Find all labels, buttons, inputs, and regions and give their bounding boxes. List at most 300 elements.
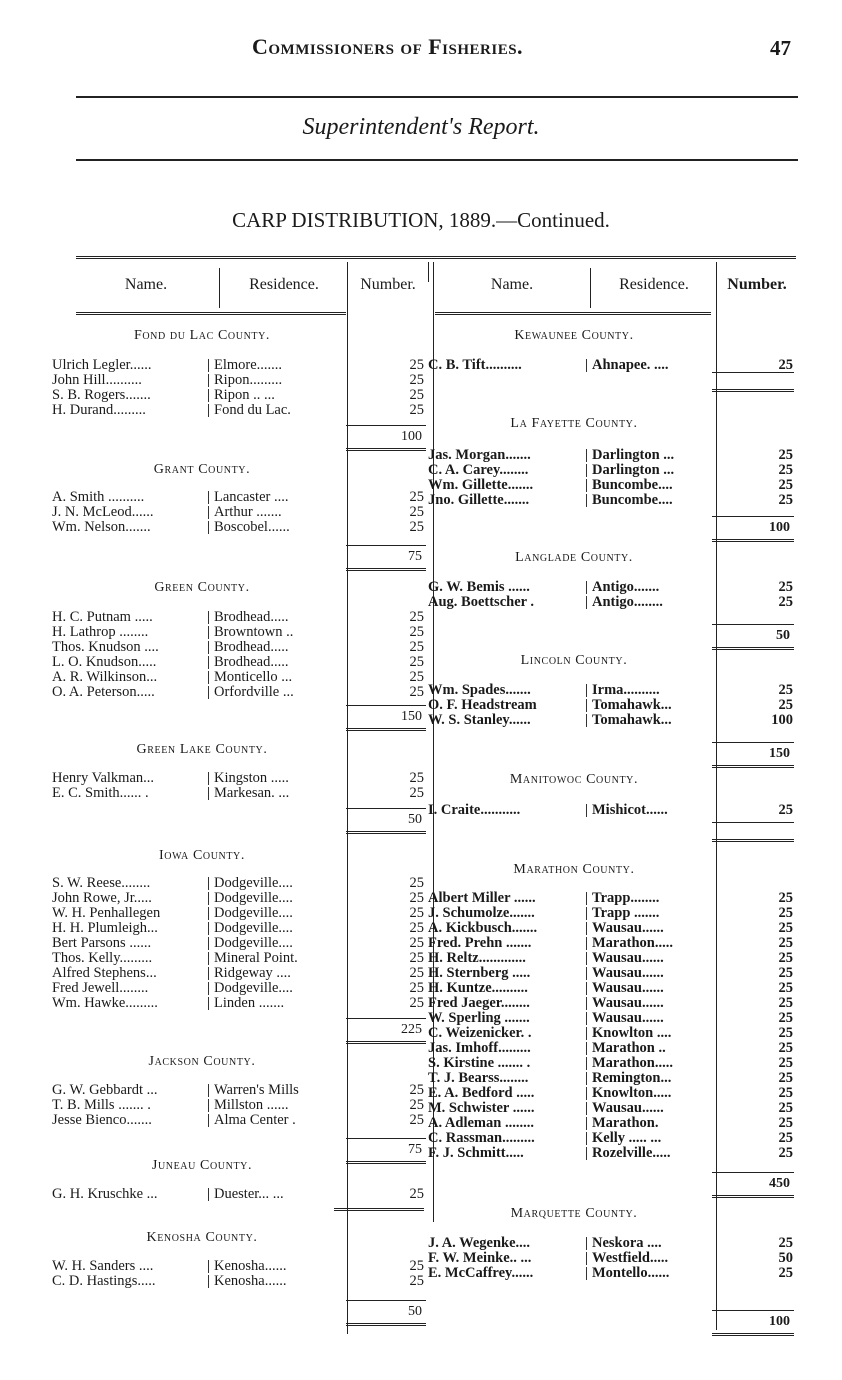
entry-name: John Rowe, Jr.....	[52, 890, 152, 906]
entry-residence: Browntown ..	[214, 624, 294, 640]
table-row	[52, 891, 434, 906]
entry-residence: Wausau......	[592, 1100, 664, 1116]
total-value: 75	[408, 1142, 422, 1157]
county-entries	[52, 1083, 434, 1128]
table-row	[52, 966, 434, 981]
column-separator	[586, 1267, 587, 1280]
table-row	[428, 1116, 803, 1131]
entry-residence: Marathon ..	[592, 1040, 666, 1056]
table-row	[428, 1251, 803, 1266]
column-separator	[208, 1114, 209, 1127]
column-separator	[208, 997, 209, 1010]
entry-residence: Kenosha......	[214, 1273, 287, 1289]
entry-residence: Orfordville ...	[214, 684, 294, 700]
total-double-rule	[712, 765, 794, 768]
table-row	[428, 448, 803, 463]
entry-name: W. H. Penhallegen	[52, 905, 161, 921]
table-row	[52, 1274, 434, 1289]
entry-residence: Buncombe....	[592, 492, 673, 508]
entry-residence: Antigo........	[592, 594, 663, 610]
county-heading: Kewaunee County.	[514, 328, 634, 343]
table-row	[428, 580, 803, 595]
column-separator	[208, 1260, 209, 1273]
left-header-rule	[76, 312, 346, 315]
entry-number: 25	[409, 504, 424, 520]
entry-number: 50	[778, 1250, 793, 1266]
entry-number: 25	[778, 980, 793, 996]
entry-number: 25	[778, 920, 793, 936]
total-rule	[346, 1018, 426, 1019]
entry-residence: Kenosha......	[214, 1258, 287, 1274]
entry-number: 25	[409, 965, 424, 981]
entry-number: 25	[409, 995, 424, 1011]
column-separator	[208, 787, 209, 800]
entry-residence: Wausau......	[592, 1010, 664, 1026]
header-rule	[76, 96, 798, 98]
right-residence-heading: Residence.	[619, 276, 689, 293]
column-separator	[586, 1237, 587, 1250]
entry-residence: Dodgeville....	[214, 905, 293, 921]
entry-residence: Dodgeville....	[214, 890, 293, 906]
column-separator	[208, 1188, 209, 1201]
county-entries	[52, 771, 434, 801]
total-double-rule	[712, 839, 794, 842]
column-separator	[208, 1275, 209, 1288]
county-entries	[52, 1187, 434, 1202]
total-double-rule	[346, 831, 426, 834]
table-row	[428, 698, 803, 713]
column-separator	[586, 464, 587, 477]
entry-name: H. C. Putnam .....	[52, 609, 153, 625]
table-row	[428, 921, 803, 936]
column-separator	[586, 479, 587, 492]
entry-name: G. W. Bemis ......	[428, 579, 530, 595]
entry-name: Ulrich Legler......	[52, 357, 152, 373]
entry-name: C. B. Tift..........	[428, 357, 522, 373]
total-double-rule	[334, 1208, 424, 1211]
column-separator	[208, 982, 209, 995]
right-name-heading: Name.	[490, 276, 534, 293]
table-row	[52, 771, 434, 786]
total-rule	[712, 624, 794, 625]
entry-name: Jas. Morgan.......	[428, 447, 531, 463]
column-separator	[586, 1117, 587, 1130]
total-double-rule	[346, 1041, 426, 1044]
county-entries	[428, 891, 803, 1161]
county-entries	[428, 358, 803, 373]
column-separator	[586, 922, 587, 935]
entry-residence: Brodhead.....	[214, 609, 289, 625]
right-number-heading: Number.	[727, 276, 787, 293]
entry-name: H. Reltz.............	[428, 950, 526, 966]
column-separator	[208, 686, 209, 699]
total-double-rule	[346, 728, 426, 731]
county-heading: Green Lake County.	[136, 742, 268, 757]
county-total	[712, 822, 794, 836]
entry-residence: Wausau......	[592, 980, 664, 996]
total-value: 50	[408, 812, 422, 827]
entry-number: 25	[778, 1235, 793, 1251]
entry-number: 25	[778, 1130, 793, 1146]
county-entries	[428, 1236, 803, 1281]
entry-name: Fred Jewell........	[52, 980, 149, 996]
report-subtitle: Superintendent's Report.	[302, 114, 540, 140]
column-separator	[586, 1072, 587, 1085]
column-separator	[586, 714, 587, 727]
entry-residence: Kingston .....	[214, 770, 289, 786]
entry-residence: Wausau......	[592, 920, 664, 936]
county-total	[346, 1300, 426, 1320]
table-row	[52, 981, 434, 996]
total-double-rule	[712, 1195, 794, 1198]
table-row	[428, 478, 803, 493]
entry-residence: Tomahawk...	[592, 712, 672, 728]
table-row	[428, 1071, 803, 1086]
table-row	[52, 520, 434, 535]
column-separator	[586, 1102, 587, 1115]
column-separator	[586, 937, 587, 950]
entry-number: 25	[409, 875, 424, 891]
entry-number: 25	[778, 1025, 793, 1041]
county-total	[346, 1018, 426, 1038]
entry-number: 25	[778, 950, 793, 966]
entry-name: Jas. Imhoff.........	[428, 1040, 531, 1056]
entry-number: 25	[409, 1112, 424, 1128]
entry-residence: Boscobel......	[214, 519, 290, 535]
entry-name: S. Kirstine ....... .	[428, 1055, 531, 1071]
entry-number: 25	[778, 1055, 793, 1071]
column-separator	[586, 1012, 587, 1025]
total-value: 450	[769, 1176, 790, 1191]
left-name-heading: Name.	[124, 276, 168, 293]
table-row	[428, 1236, 803, 1251]
entry-name: S. W. Reese........	[52, 875, 151, 891]
entry-number: 25	[778, 462, 793, 478]
left-number-heading: Number.	[360, 276, 416, 293]
table-row	[428, 906, 803, 921]
county-heading: La Fayette County.	[510, 416, 638, 431]
entry-name: C. A. Carey........	[428, 462, 529, 478]
column-separator	[586, 907, 587, 920]
entry-number: 25	[778, 890, 793, 906]
table-row	[52, 876, 434, 891]
column-separator	[208, 611, 209, 624]
county-entries	[428, 683, 803, 728]
county-heading: Jackson County.	[148, 1054, 256, 1069]
entry-number: 25	[778, 1115, 793, 1131]
county-entries	[52, 876, 434, 1011]
entry-residence: Rozelville.....	[592, 1145, 671, 1161]
entry-number: 25	[778, 1085, 793, 1101]
table-row	[52, 921, 434, 936]
subtitle-rule	[76, 159, 798, 161]
entry-name: E. McCaffrey......	[428, 1265, 534, 1281]
column-separator	[208, 892, 209, 905]
entry-number: 25	[409, 920, 424, 936]
total-value: 100	[769, 1314, 790, 1329]
entry-name: W. H. Sanders ....	[52, 1258, 154, 1274]
county-heading: Juneau County.	[151, 1158, 253, 1173]
total-value: 150	[401, 709, 422, 724]
entry-residence: Irma..........	[592, 682, 660, 698]
table-row	[428, 1011, 803, 1026]
column-separator	[586, 581, 587, 594]
table-row	[52, 1113, 434, 1128]
table-row	[52, 685, 434, 700]
county-total	[712, 742, 794, 762]
column-separator	[208, 641, 209, 654]
entry-number: 25	[409, 489, 424, 505]
entry-name: Albert Miller ......	[428, 890, 536, 906]
total-value: 100	[769, 520, 790, 535]
entry-number: 25	[778, 1070, 793, 1086]
table-row	[428, 595, 803, 610]
table-row	[52, 1083, 434, 1098]
column-separator	[586, 1057, 587, 1070]
entry-residence: Brodhead.....	[214, 639, 289, 655]
entry-name: F. W. Meinke.. ...	[428, 1250, 532, 1266]
table-row	[428, 1146, 803, 1161]
column-separator	[586, 1087, 587, 1100]
column-separator	[208, 772, 209, 785]
county-entries	[52, 1259, 434, 1289]
county-heading: Langlade County.	[515, 550, 633, 565]
table-row	[428, 803, 803, 818]
table-row	[428, 1026, 803, 1041]
total-rule	[346, 1300, 426, 1301]
column-separator	[586, 596, 587, 609]
table-row	[428, 981, 803, 996]
table-row	[428, 966, 803, 981]
column-divider	[428, 262, 429, 282]
entry-residence: Wausau......	[592, 965, 664, 981]
total-value: 100	[401, 429, 422, 444]
entry-name: E. A. Bedford .....	[428, 1085, 535, 1101]
entry-number: 25	[409, 357, 424, 373]
total-double-rule	[346, 568, 426, 571]
table-top-rule	[76, 256, 796, 259]
entry-number: 25	[778, 477, 793, 493]
entry-number: 25	[409, 684, 424, 700]
county-heading: Marathon County.	[513, 862, 635, 877]
column-separator	[208, 374, 209, 387]
county-entries	[52, 490, 434, 535]
entry-residence: Mishicot......	[592, 802, 668, 818]
entry-name: J. Schumolze.......	[428, 905, 535, 921]
total-rule	[346, 705, 426, 706]
county-heading: Iowa County.	[159, 848, 245, 863]
entry-number: 25	[778, 935, 793, 951]
entry-number: 25	[778, 492, 793, 508]
table-row	[428, 951, 803, 966]
total-value: 150	[769, 746, 790, 761]
table-row	[428, 1056, 803, 1071]
county-heading: Lincoln County.	[520, 653, 628, 668]
entry-number: 25	[409, 1082, 424, 1098]
table-row	[52, 1098, 434, 1113]
entry-name: C. Rassman.........	[428, 1130, 535, 1146]
table-row	[52, 640, 434, 655]
column-separator	[586, 804, 587, 817]
entry-number: 25	[409, 935, 424, 951]
entry-number: 25	[409, 950, 424, 966]
total-rule	[712, 516, 794, 517]
column-divider	[219, 268, 220, 308]
entry-residence: Lancaster ....	[214, 489, 289, 505]
entry-residence: Fond du Lac.	[214, 402, 291, 418]
entry-number: 25	[409, 905, 424, 921]
entry-name: A. Smith ..........	[52, 489, 145, 505]
column-separator	[586, 952, 587, 965]
table-row	[52, 505, 434, 520]
entry-number: 25	[778, 1100, 793, 1116]
entry-name: John Hill..........	[52, 372, 142, 388]
entry-residence: Tomahawk...	[592, 697, 672, 713]
column-separator	[208, 506, 209, 519]
county-total	[346, 1138, 426, 1158]
entry-number: 25	[778, 447, 793, 463]
entry-number: 25	[778, 697, 793, 713]
entry-number: 25	[409, 519, 424, 535]
entry-number: 25	[409, 1097, 424, 1113]
table-row	[428, 996, 803, 1011]
entry-number: 25	[409, 624, 424, 640]
column-separator	[586, 1027, 587, 1040]
entry-residence: Dodgeville....	[214, 935, 293, 951]
entry-name: Aug. Boettscher .	[428, 594, 535, 610]
column-separator	[586, 1252, 587, 1265]
entry-residence: Knowlton.....	[592, 1085, 672, 1101]
entry-number: 25	[778, 682, 793, 698]
entry-number: 25	[778, 1040, 793, 1056]
entry-name: H. Lathrop ........	[52, 624, 149, 640]
table-row	[52, 951, 434, 966]
column-separator	[208, 967, 209, 980]
entry-residence: Dodgeville....	[214, 980, 293, 996]
total-value: 225	[401, 1022, 422, 1037]
column-separator	[586, 997, 587, 1010]
entry-name: Fred Jaeger........	[428, 995, 530, 1011]
entry-residence: Alma Center .	[214, 1112, 296, 1128]
county-total	[346, 808, 426, 828]
entry-number: 25	[778, 1265, 793, 1281]
table-row	[52, 906, 434, 921]
entry-name: H. Sternberg .....	[428, 965, 531, 981]
entry-residence: Dodgeville....	[214, 920, 293, 936]
entry-name: A. Kickbusch.......	[428, 920, 538, 936]
county-entries	[428, 803, 803, 818]
entry-name: Thos. Knudson ....	[52, 639, 159, 655]
total-double-rule	[346, 1161, 426, 1164]
total-rule	[712, 822, 794, 823]
column-separator	[208, 1099, 209, 1112]
table-row	[52, 786, 434, 801]
column-separator	[208, 907, 209, 920]
entry-name: W. S. Stanley......	[428, 712, 531, 728]
table-row	[428, 1101, 803, 1116]
entry-number: 25	[409, 387, 424, 403]
county-entries	[428, 448, 803, 508]
entry-number: 25	[778, 1010, 793, 1026]
entry-name: Wm. Nelson.......	[52, 519, 151, 535]
entry-residence: Trapp........	[592, 890, 660, 906]
entry-residence: Westfield.....	[592, 1250, 669, 1266]
entry-number: 25	[409, 372, 424, 388]
entry-residence: Neskora ....	[592, 1235, 662, 1251]
entry-name: G. H. Kruschke ...	[52, 1186, 158, 1202]
table-row	[52, 625, 434, 640]
entry-residence: Marathon.	[592, 1115, 659, 1131]
entry-residence: Darlington ...	[592, 462, 675, 478]
entry-number: 25	[409, 785, 424, 801]
entry-name: H. Kuntze..........	[428, 980, 528, 996]
column-separator	[208, 359, 209, 372]
entry-name: T. B. Mills ....... .	[52, 1097, 151, 1113]
column-separator	[586, 699, 587, 712]
county-total	[712, 516, 794, 536]
entry-residence: Kelly ..... ...	[592, 1130, 662, 1146]
table-title: CARP DISTRIBUTION, 1889.—Continued.	[232, 208, 610, 232]
entry-name: O. F. Headstream	[428, 697, 537, 713]
total-rule	[346, 808, 426, 809]
entry-residence: Linden .......	[214, 995, 285, 1011]
entry-number: 25	[409, 980, 424, 996]
county-heading: Marquette County.	[510, 1206, 638, 1221]
total-value: 75	[408, 549, 422, 564]
entry-name: T. J. Bearss........	[428, 1070, 529, 1086]
entry-name: E. C. Smith...... .	[52, 785, 149, 801]
entry-residence: Warren's Mills	[214, 1082, 299, 1098]
county-heading: Green County.	[154, 580, 250, 595]
table-row	[52, 1259, 434, 1274]
entry-name: C. Weizenicker. .	[428, 1025, 532, 1041]
entry-name: I. Craite...........	[428, 802, 521, 818]
column-separator	[208, 521, 209, 534]
entry-name: Jesse Bienco.......	[52, 1112, 152, 1128]
total-double-rule	[712, 389, 794, 392]
column-separator	[208, 389, 209, 402]
table-row	[52, 388, 434, 403]
column-separator	[586, 892, 587, 905]
entry-number: 25	[409, 402, 424, 418]
entry-name: W. Sperling .......	[428, 1010, 530, 1026]
total-value: 50	[408, 1304, 422, 1319]
table-row	[52, 655, 434, 670]
entry-name: Bert Parsons ......	[52, 935, 152, 951]
entry-number: 25	[778, 802, 793, 818]
entry-number: 25	[778, 579, 793, 595]
entry-number: 25	[409, 770, 424, 786]
column-divider	[590, 268, 591, 308]
entry-name: C. D. Hastings.....	[52, 1273, 156, 1289]
total-double-rule	[346, 448, 426, 451]
total-rule	[712, 1310, 794, 1311]
county-heading: Manitowoc County.	[509, 772, 639, 787]
column-separator	[208, 952, 209, 965]
page-number: 47	[770, 36, 791, 60]
entry-name: Wm. Spades.......	[428, 682, 531, 698]
table-row	[428, 1086, 803, 1101]
entry-name: Jno. Gillette.......	[428, 492, 530, 508]
entry-name: Alfred Stephens...	[52, 965, 157, 981]
table-row	[428, 493, 803, 508]
county-entries	[52, 358, 434, 418]
column-separator	[586, 967, 587, 980]
entry-residence: Marathon.....	[592, 1055, 673, 1071]
entry-number: 25	[409, 1258, 424, 1274]
column-separator	[586, 1042, 587, 1055]
total-value: 50	[776, 628, 790, 643]
